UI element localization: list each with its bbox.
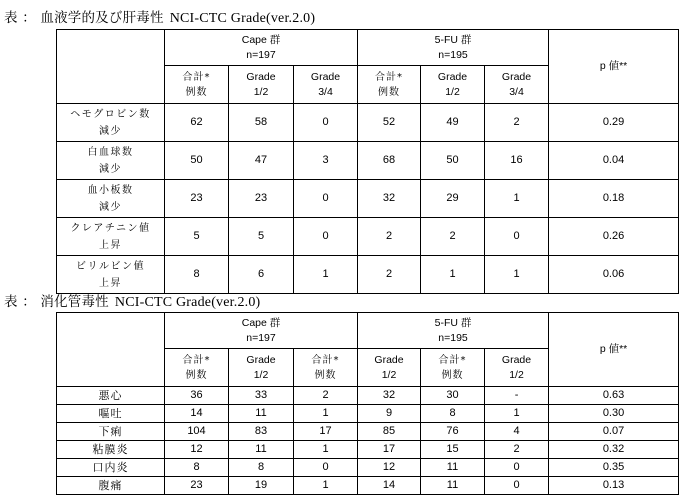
table-cell: 85 <box>358 423 421 441</box>
table-cell: 8 <box>229 459 294 477</box>
table-cell: 58 <box>229 104 294 142</box>
table1-subheader: Grade 1/2 <box>421 66 485 104</box>
table-row <box>57 142 679 180</box>
table-row <box>57 405 679 423</box>
table1-pvalue-header: p 値** <box>549 30 679 104</box>
row-label: 下痢 <box>57 423 165 441</box>
table-cell: 0.30 <box>549 405 679 423</box>
row-label: ビリルビン値 上昇 <box>57 256 165 294</box>
table2-caption-code: NCI-CTC Grade(ver.2.0) <box>114 295 261 310</box>
table2-caption-title: 表 ： 消化管毒性 <box>4 294 109 310</box>
table-cell: 49 <box>421 104 485 142</box>
table-cell: 11 <box>421 459 485 477</box>
table-cell: 23 <box>165 477 229 495</box>
table-cell: 12 <box>165 441 229 459</box>
table-row <box>57 387 679 405</box>
table-cell: 17 <box>294 423 358 441</box>
table-cell: 83 <box>229 423 294 441</box>
table-cell: 33 <box>229 387 294 405</box>
table-cell: 62 <box>165 104 229 142</box>
table-row <box>57 477 679 495</box>
table-row <box>57 104 679 142</box>
table-cell: 0 <box>485 218 549 256</box>
table-cell: 0.29 <box>549 104 679 142</box>
row-label: ヘモグロビン数 減少 <box>57 104 165 142</box>
table1-caption <box>4 6 315 27</box>
row-label: 腹痛 <box>57 477 165 495</box>
table-cell: 4 <box>485 423 549 441</box>
table1-subheader: Grade 3/4 <box>485 66 549 104</box>
table2-subheader: 合計* 例数 <box>165 349 229 387</box>
table-cell: 1 <box>485 180 549 218</box>
row-label: 悪心 <box>57 387 165 405</box>
table-cell: 2 <box>358 218 421 256</box>
group-name: 5-FU 群 <box>434 316 472 329</box>
table-cell: 1 <box>421 256 485 294</box>
table-row <box>57 423 679 441</box>
table-cell: 0 <box>485 459 549 477</box>
table-cell: 1 <box>294 256 358 294</box>
table1-group-cape <box>165 30 358 66</box>
table-cell: 1 <box>294 405 358 423</box>
table-cell: 0.26 <box>549 218 679 256</box>
table-cell: 52 <box>358 104 421 142</box>
table-cell: 8 <box>165 256 229 294</box>
table-cell: 68 <box>358 142 421 180</box>
table-cell: 0.06 <box>549 256 679 294</box>
table-cell: 19 <box>229 477 294 495</box>
table-cell: 50 <box>165 142 229 180</box>
table-row <box>57 218 679 256</box>
table-cell: 0 <box>294 180 358 218</box>
row-label: クレアチニン値 上昇 <box>57 218 165 256</box>
table-cell: 5 <box>229 218 294 256</box>
table-cell: 11 <box>229 405 294 423</box>
table-cell: 0 <box>294 218 358 256</box>
table1-subheader: Grade 3/4 <box>294 66 358 104</box>
table-cell: 29 <box>421 180 485 218</box>
table-cell: 11 <box>229 441 294 459</box>
table1-subheader: 合計* 例数 <box>165 66 229 104</box>
table-cell: 23 <box>165 180 229 218</box>
table-cell: 14 <box>165 405 229 423</box>
table-cell: 0.63 <box>549 387 679 405</box>
table-cell: 0 <box>485 477 549 495</box>
table-cell: 9 <box>358 405 421 423</box>
table-cell: 36 <box>165 387 229 405</box>
table-cell: 1 <box>485 256 549 294</box>
table-row <box>57 441 679 459</box>
table-cell: 0.18 <box>549 180 679 218</box>
table-cell: 0.13 <box>549 477 679 495</box>
table-cell: 15 <box>421 441 485 459</box>
row-label: 口内炎 <box>57 459 165 477</box>
table-cell: 12 <box>358 459 421 477</box>
table2-pvalue-header: p 値** <box>549 313 679 387</box>
table1-caption-title: 表 ： 血液学的及び肝毒性 <box>4 10 164 26</box>
group-name: Cape 群 <box>241 316 281 329</box>
group-name: Cape 群 <box>241 33 281 46</box>
table-cell: 2 <box>358 256 421 294</box>
table2-gastrointestinal-toxicity <box>56 312 679 495</box>
table-cell: 14 <box>358 477 421 495</box>
row-label: 嘔吐 <box>57 405 165 423</box>
table-row <box>57 256 679 294</box>
table1-hematologic-hepatic-toxicity <box>56 29 679 294</box>
table-cell: 6 <box>229 256 294 294</box>
table-cell: 0.04 <box>549 142 679 180</box>
table-cell: 23 <box>229 180 294 218</box>
table-cell: 104 <box>165 423 229 441</box>
table-cell: 2 <box>485 441 549 459</box>
table2-subheader: 合計* 例数 <box>421 349 485 387</box>
table-cell: 8 <box>165 459 229 477</box>
table-cell: 76 <box>421 423 485 441</box>
row-label: 血小板数 減少 <box>57 180 165 218</box>
table-row <box>57 459 679 477</box>
group-name: 5-FU 群 <box>434 33 472 46</box>
table2-subheader: Grade 1/2 <box>229 349 294 387</box>
table-cell: 5 <box>165 218 229 256</box>
table-cell: 0.32 <box>549 441 679 459</box>
table2-caption <box>4 290 260 311</box>
table-row <box>57 180 679 218</box>
table-cell: 1 <box>294 441 358 459</box>
table-cell: 2 <box>294 387 358 405</box>
row-label: 粘膜炎 <box>57 441 165 459</box>
table-cell: 50 <box>421 142 485 180</box>
table-cell: 0.35 <box>549 459 679 477</box>
table-cell: 1 <box>294 477 358 495</box>
table1-caption-code: NCI-CTC Grade(ver.2.0) <box>169 11 316 26</box>
table-cell: 30 <box>421 387 485 405</box>
group-n: n=197 <box>246 48 276 61</box>
table-cell: 0 <box>294 459 358 477</box>
table-cell: 8 <box>421 405 485 423</box>
table-cell: 2 <box>485 104 549 142</box>
table2-group-cape <box>165 313 358 349</box>
table2-corner-cell <box>57 313 165 387</box>
table-cell: - <box>485 387 549 405</box>
table-cell: 1 <box>485 405 549 423</box>
group-n: n=195 <box>438 48 468 61</box>
table2-subheader: Grade 1/2 <box>485 349 549 387</box>
table-cell: 16 <box>485 142 549 180</box>
group-n: n=197 <box>246 331 276 344</box>
table-cell: 0.07 <box>549 423 679 441</box>
table-cell: 2 <box>421 218 485 256</box>
table1-corner-cell <box>57 30 165 104</box>
table2-subheader: 合計* 例数 <box>294 349 358 387</box>
table2-group-5fu <box>358 313 549 349</box>
table1-group-5fu <box>358 30 549 66</box>
table-cell: 17 <box>358 441 421 459</box>
row-label: 白血球数 減少 <box>57 142 165 180</box>
table2-subheader: Grade 1/2 <box>358 349 421 387</box>
table-cell: 32 <box>358 180 421 218</box>
table-cell: 0 <box>294 104 358 142</box>
table-cell: 3 <box>294 142 358 180</box>
table-cell: 11 <box>421 477 485 495</box>
group-n: n=195 <box>438 331 468 344</box>
table1-subheader: 合計* 例数 <box>358 66 421 104</box>
table-cell: 32 <box>358 387 421 405</box>
table1-subheader: Grade 1/2 <box>229 66 294 104</box>
table-cell: 47 <box>229 142 294 180</box>
